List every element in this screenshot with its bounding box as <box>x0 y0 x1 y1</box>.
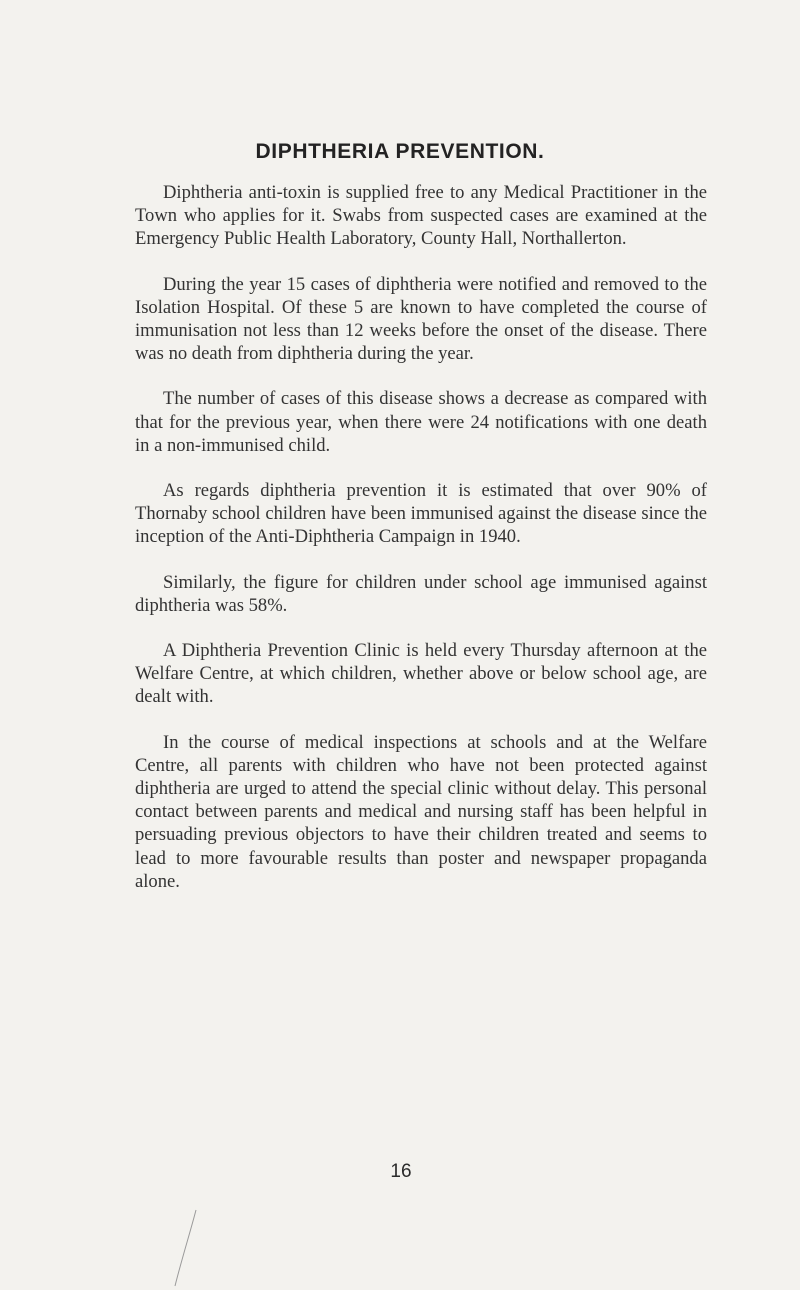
paragraph-under-school-age: Similarly, the figure for children under school age immunised against diphtheria was 58%. <box>135 571 707 616</box>
paragraph-school-immunisation: As regards diphtheria prevention it is estimated that over 90% of Thornaby school children have been immunised against the disease since the inception of the Anti-Diphtheria Campaign in 1940. <box>135 480 707 548</box>
page-number: 16 <box>390 1161 412 1182</box>
pencil-mark <box>172 1208 202 1288</box>
body-text <box>135 181 707 915</box>
page-title: DIPHTHERIA PREVENTION. <box>255 140 545 163</box>
paragraph-inspections: In the course of medical inspections at schools and at the Welfare Centre, all parents with children who have not been protected against diphtheria are urged to attend the special clinic without delay. This personal contact between parents and medical and nursing staff has been helpful in persuading previous objectors to have their children treated and seems to lead to more favourable results than poster and newspaper propaganda alone. <box>135 731 707 892</box>
paragraph-previous-year: The number of cases of this disease shows a decrease as compared with that for the previous year, when there were 24 notifications with one death in a non-immunised child. <box>135 388 707 456</box>
paragraph-clinic: A Diphtheria Prevention Clinic is held every Thursday afternoon at the Welfare Centre, at which children, whether above or below school age, are dealt with. <box>135 640 707 708</box>
paragraph-cases-notified: During the year 15 cases of diphtheria were notified and removed to the Isolation Hospital. Of these 5 are known to have completed the course of immunisation not less than 12 weeks before the onset of the disease. There was no death from diphtheria during the year. <box>135 273 707 365</box>
paragraph-antitoxin: Diphtheria anti-toxin is supplied free to any Medical Practitioner in the Town who applies for it. Swabs from suspected cases are examined at the Emergency Public Health Laboratory, County Hall, Northallerton. <box>135 182 707 250</box>
